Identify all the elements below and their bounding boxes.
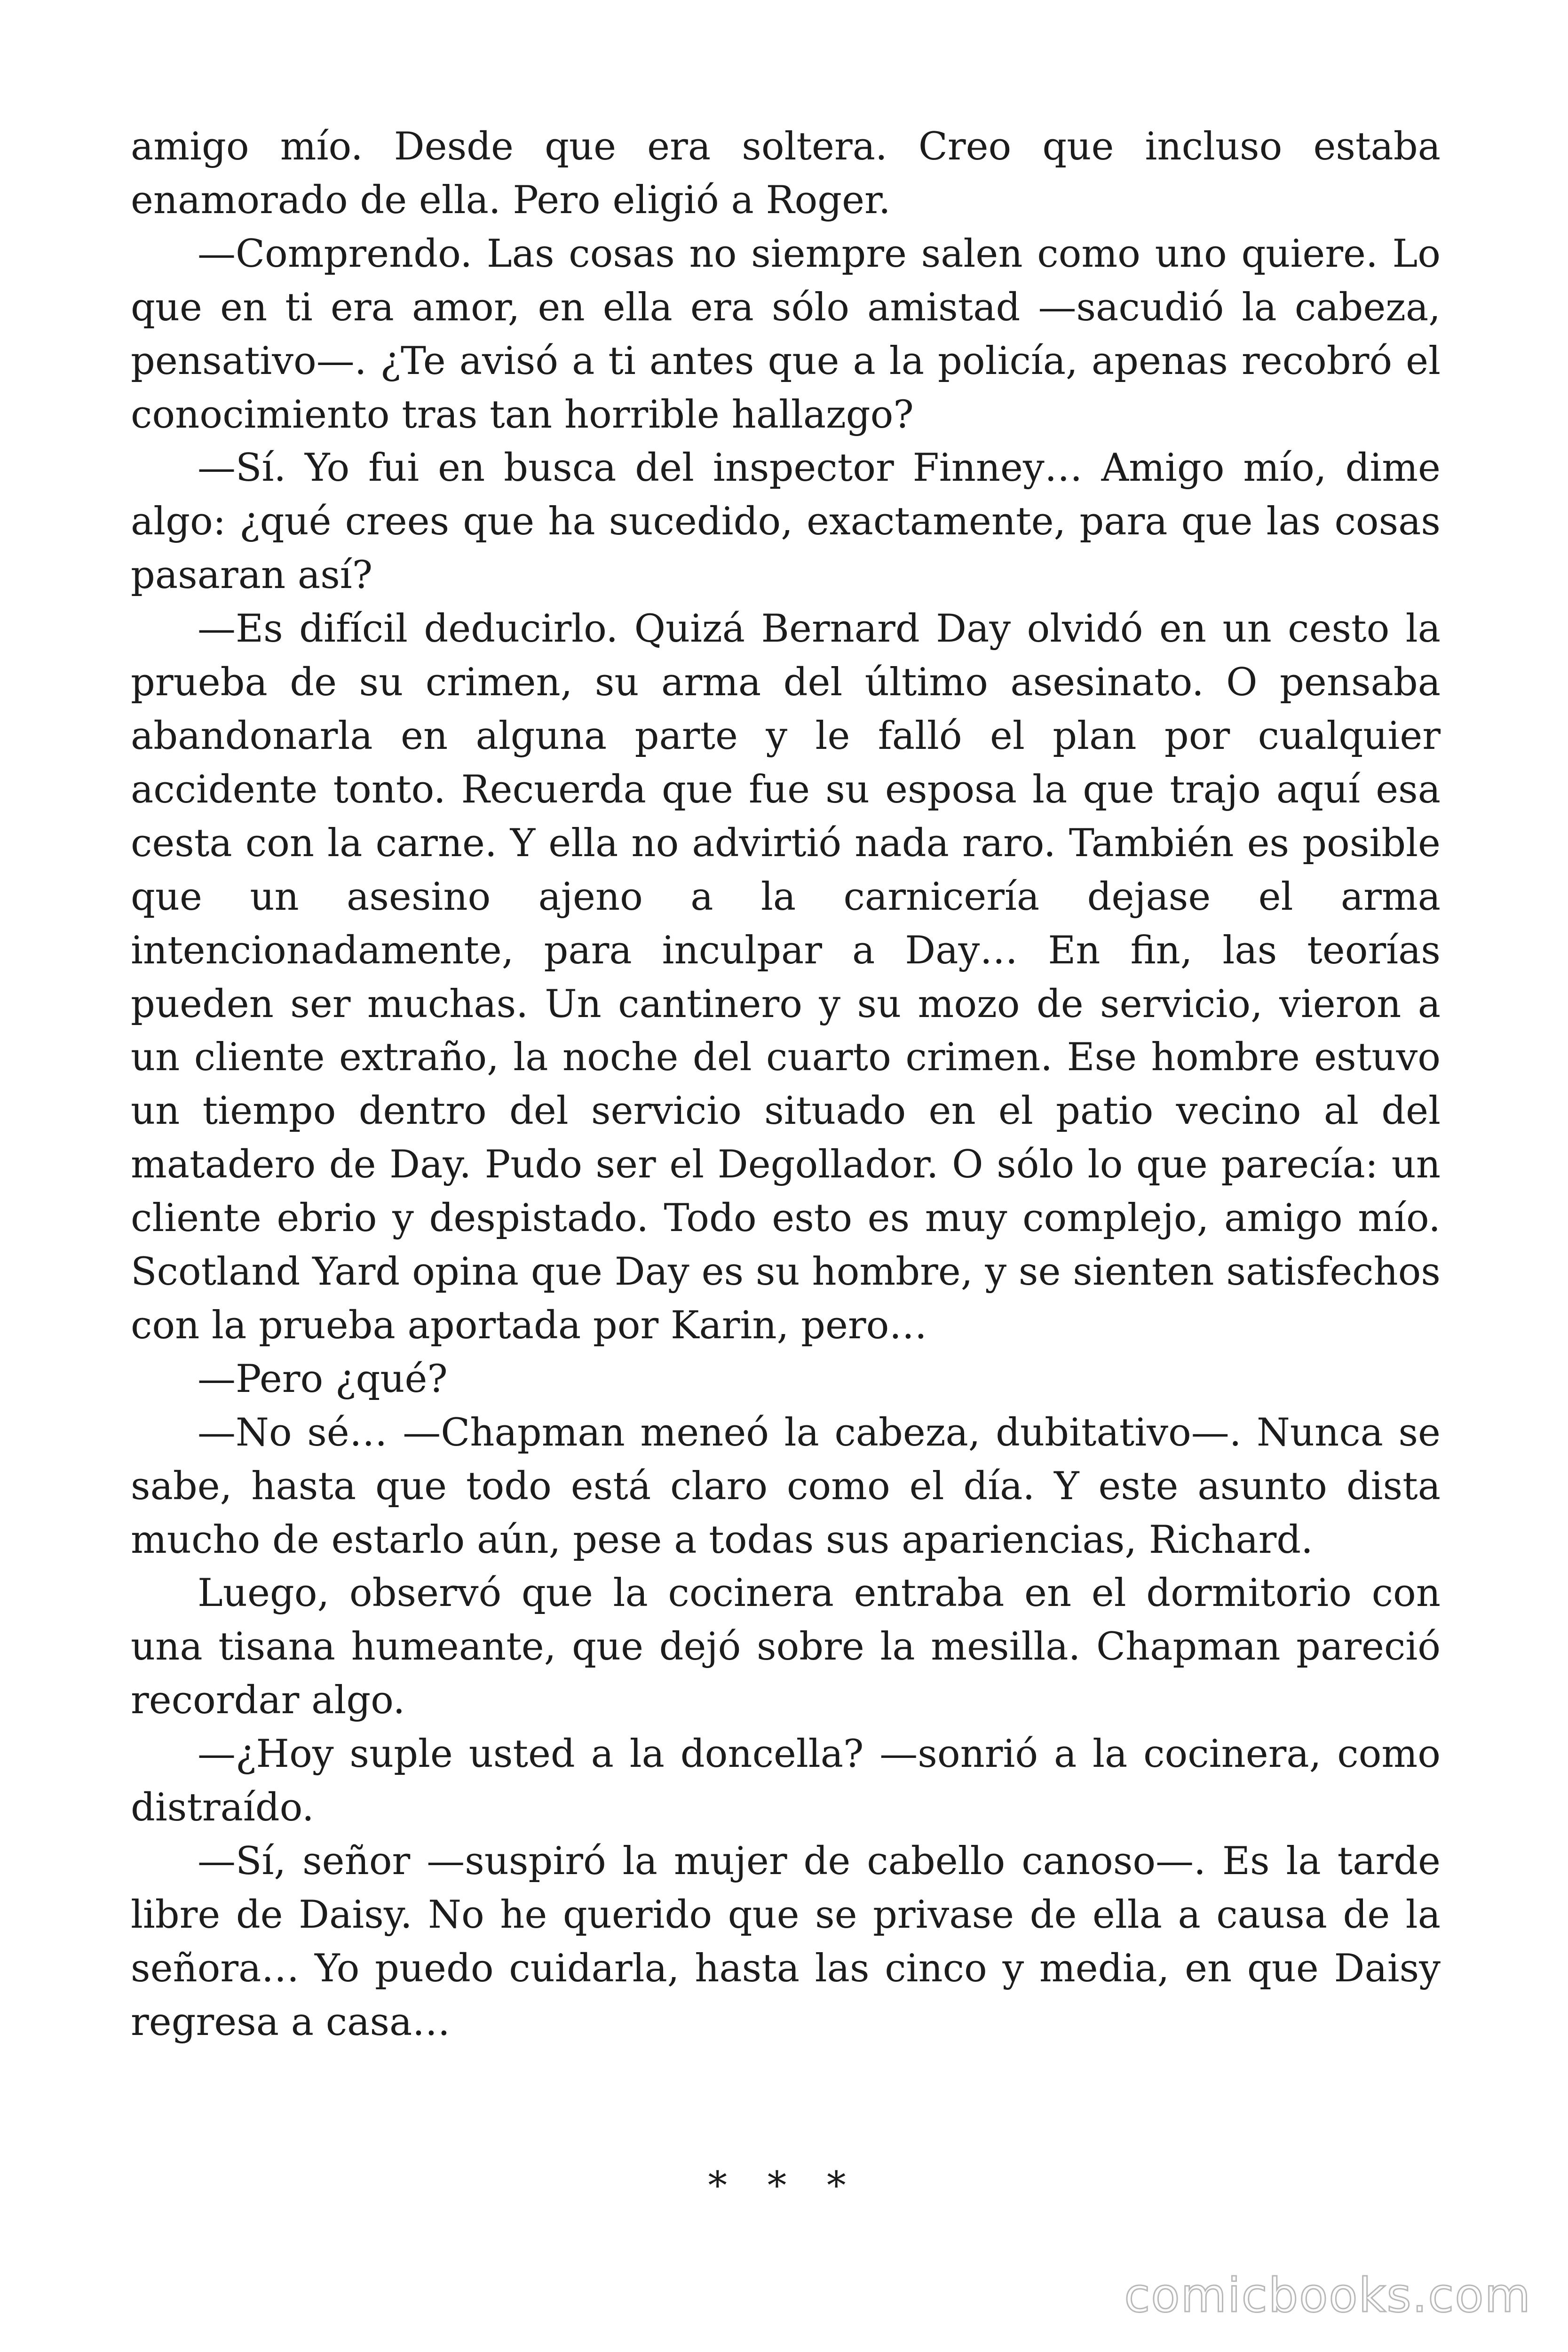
paragraph: Luego, observó que la cocinera entraba en el dormitorio con una tisana humeante, que dejó sobre la mesilla. Chapman pareció recordar algo.	[131, 1571, 1441, 1723]
paragraph: —¿Hoy suple usted a la doncella? —sonrió a la cocinera, como distraído.	[131, 1732, 1441, 1830]
paragraph: —Sí. Yo fui en busca del inspector Finney… Amigo mío, dime algo: ¿qué crees que ha sucedido, exactamente, para que las cosas pasaran así?	[131, 446, 1441, 598]
paragraph: —Pero ¿qué?	[198, 1357, 448, 1401]
paragraph-continuation: amigo mío. Desde que era soltera. Creo que incluso estaba enamorado de ella. Pero eligió a Roger.	[131, 125, 1441, 222]
paragraph: —No sé… —Chapman meneó la cabeza, dubitativo—. Nunca se sabe, hasta que todo está claro como el día. Y este asunto dista mucho de estarlo aún, pese a todas sus apariencias, Richard.	[131, 1410, 1441, 1562]
paragraph: —Es difícil deducirlo. Quizá Bernard Day olvidó en un cesto la prueba de su crimen, su arma del último asesinato. O pensaba abandonarla en alguna parte y le falló el plan por cualquier accidente tonto. Recuerda que fue su esposa la que trajo aquí esa cesta con la carne. Y ella no advirtió nada raro. También es posible que un asesino ajeno a la carnicería dejase el arma intencionadamente, para inculpar a Day… En fin, las teorías pueden ser muchas. Un cantinero y su mozo de servicio, vieron a un cliente extraño, la noche del cuarto crimen. Ese hombre estuvo un tiempo dentro del servicio situado en el patio vecino al del matadero de Day. Pudo ser el Degollador. O sólo lo que parecía: un cliente ebrio y despistado. Todo esto es muy complejo, amigo mío. Scotland Yard opina que Day es su hombre, y se sienten satisfechos con la prueba aportada por Karin, pero…	[131, 607, 1441, 1348]
book-page-text	[131, 120, 1441, 2050]
paragraph: —Sí, señor —suspiró la mujer de cabello canoso—. Es la tarde libre de Daisy. No he querido que se privase de ella a causa de la señora… Yo puedo cuidarla, hasta las cinco y media, en que Daisy regresa a casa…	[131, 1839, 1441, 2044]
watermark: comicbooks.com	[1124, 2268, 1531, 2323]
section-separator: * * *	[708, 2164, 860, 2208]
paragraph: —Comprendo. Las cosas no siempre salen como uno quiere. Lo que en ti era amor, en ella era sólo amistad —sacudió la cabeza, pensativo—. ¿Te avisó a ti antes que a la policía, apenas recobró el conocimiento tras tan horrible hallazgo?	[131, 231, 1441, 437]
